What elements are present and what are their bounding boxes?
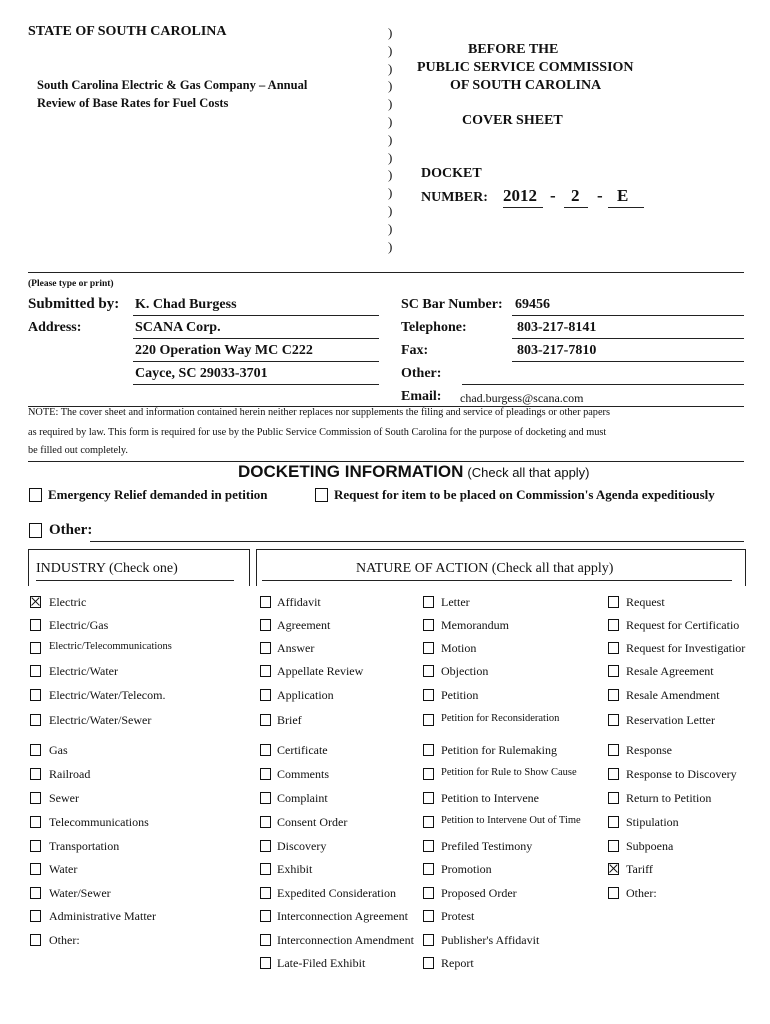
nature-option-checkbox[interactable] (608, 714, 619, 726)
nature-option-label: Interconnection Amendment (277, 933, 414, 947)
nature-option-checkbox[interactable] (423, 792, 434, 804)
nature-option-label: Stipulation (626, 815, 679, 829)
state-heading: STATE OF SOUTH CAROLINA (28, 24, 227, 39)
nature-option-label: Complaint (277, 791, 328, 805)
industry-header-underline (36, 580, 234, 581)
nature-option-label: Memorandum (441, 618, 509, 632)
nature-option-checkbox[interactable] (608, 792, 619, 804)
nature-option-checkbox[interactable] (260, 840, 271, 852)
address-line2: 220 Operation Way MC C222 (135, 343, 313, 358)
nature-option-checkbox[interactable] (608, 744, 619, 756)
fax-value: 803-217-7810 (517, 343, 597, 358)
industry-option-checkbox[interactable] (30, 714, 41, 726)
nature-option-checkbox[interactable] (608, 619, 619, 631)
nature-option-label: Request (626, 595, 665, 609)
industry-option-checkbox[interactable] (30, 768, 41, 780)
nature-option-label: Protest (441, 909, 475, 923)
before-line3: OF SOUTH CAROLINA (450, 78, 602, 93)
nature-option-label: Interconnection Agreement (277, 909, 408, 923)
submitted-by-label: Submitted by: (28, 296, 120, 312)
docketing-other-checkbox[interactable] (29, 523, 42, 538)
nature-option-label: Certificate (277, 743, 328, 757)
agenda-label: Request for item to be placed on Commission's Agenda expeditiously (334, 487, 715, 502)
caption-paren: ) (388, 203, 393, 218)
docket-dash1: - (550, 186, 556, 205)
nature-option-label: Affidavit (277, 595, 321, 609)
nature-option-checkbox[interactable] (423, 689, 434, 701)
nature-option-label: Return to Petition (626, 791, 712, 805)
field-underline (133, 384, 379, 385)
nature-option-label: Petition for Reconsideration (441, 713, 560, 724)
nature-option-checkbox[interactable] (260, 768, 271, 780)
emergency-checkbox[interactable] (29, 488, 42, 502)
nature-option-checkbox[interactable] (423, 714, 434, 726)
industry-option-label: Water (49, 862, 78, 876)
emergency-label: Emergency Relief demanded in petition (48, 487, 268, 502)
industry-option-label: Electric/Water/Sewer (49, 713, 152, 727)
nature-option-checkbox[interactable] (608, 768, 619, 780)
nature-option-label: Request for Certificatio (626, 618, 740, 632)
nature-option-label: Prefiled Testimony (441, 839, 533, 853)
nature-option-label: Letter (441, 595, 470, 609)
industry-option-checkbox[interactable] (30, 792, 41, 804)
nature-option-checkbox[interactable] (260, 665, 271, 677)
industry-option-checkbox[interactable] (30, 840, 41, 852)
caption-paren: ) (388, 185, 393, 201)
field-underline (133, 361, 379, 362)
nature-option-checkbox[interactable] (608, 863, 619, 875)
before-line2: PUBLIC SERVICE COMMISSION (417, 60, 634, 75)
industry-option-checkbox[interactable] (30, 910, 41, 922)
caption-paren: ) (388, 149, 393, 165)
nature-option-label: Report (441, 956, 474, 970)
caption-paren: ) (388, 25, 393, 40)
caption-divider (28, 272, 744, 273)
nature-option-label: Petition (441, 688, 479, 702)
nature-option-checkbox[interactable] (423, 863, 434, 875)
nature-option-label: Petition to Intervene Out of Time (441, 815, 581, 826)
industry-option-checkbox[interactable] (30, 689, 41, 701)
industry-header: INDUSTRY (Check one) (36, 561, 178, 576)
nature-option-label: Comments (277, 767, 330, 781)
field-underline (512, 315, 744, 316)
nature-option-checkbox[interactable] (608, 816, 619, 828)
industry-option-label: Electric/Telecommunications (49, 641, 172, 652)
case-title-line2: Review of Base Rates for Fuel Costs (37, 96, 229, 110)
docketing-other-label: Other: (49, 522, 93, 538)
nature-option-checkbox[interactable] (260, 596, 271, 608)
nature-option-label: Tariff (626, 862, 653, 876)
nature-option-checkbox[interactable] (423, 934, 434, 946)
nature-option-checkbox[interactable] (608, 596, 619, 608)
nature-option-label: Response (626, 743, 672, 757)
docket-year: 2012 (503, 186, 537, 205)
nature-option-checkbox[interactable] (423, 768, 434, 780)
docket-underline (503, 207, 543, 208)
nature-option-label: Agreement (277, 618, 331, 632)
nature-option-checkbox[interactable] (260, 934, 271, 946)
nature-option-label: Motion (441, 641, 477, 655)
nature-option-label: Discovery (277, 839, 327, 853)
nature-option-label: Late-Filed Exhibit (277, 956, 366, 970)
email-value: chad.burgess@scana.com (460, 391, 584, 405)
caption-paren: ) (388, 114, 393, 129)
nature-option-checkbox[interactable] (260, 714, 271, 726)
caption-paren: ) (388, 131, 393, 147)
nature-option-label: Petition for Rulemaking (441, 743, 557, 757)
caption-paren: ) (388, 60, 393, 76)
nature-option-label: Petition for Rule to Show Cause (441, 767, 577, 778)
nature-option-label: Brief (277, 713, 302, 727)
nature-option-checkbox[interactable] (423, 665, 434, 677)
industry-option-label: Electric/Gas (49, 618, 109, 632)
nature-option-checkbox[interactable] (423, 619, 434, 631)
nature-option-checkbox[interactable] (260, 689, 271, 701)
field-underline (133, 338, 379, 339)
other-contact-label: Other: (401, 366, 442, 381)
industry-option-checkbox[interactable] (30, 887, 41, 899)
nature-option-checkbox[interactable] (608, 665, 619, 677)
nature-option-label: Objection (441, 664, 489, 678)
docket-underline (608, 207, 644, 208)
nature-header-underline (262, 580, 732, 581)
nature-option-label: Request for Investigatior (626, 641, 746, 655)
nature-option-checkbox[interactable] (260, 957, 271, 969)
nature-option-label: Reservation Letter (626, 713, 715, 727)
nature-option-checkbox[interactable] (608, 689, 619, 701)
field-underline (462, 384, 744, 385)
industry-option-label: Transportation (49, 839, 120, 853)
nature-option-checkbox[interactable] (423, 642, 434, 654)
note-line2: as required by law. This form is required for use by the Public Service Commission of South Carolina for the purpose of docketing and must (28, 427, 607, 438)
industry-option-label: Electric/Water (49, 664, 118, 678)
nature-option-checkbox[interactable] (260, 910, 271, 922)
nature-option-label: Subpoena (626, 839, 674, 853)
nature-option-checkbox[interactable] (608, 642, 619, 654)
nature-option-label: Response to Discovery (626, 767, 737, 781)
industry-option-label: Sewer (49, 791, 79, 805)
industry-option-checkbox[interactable] (30, 863, 41, 875)
caption-paren: ) (388, 238, 393, 254)
industry-option-label: Gas (49, 743, 68, 757)
industry-option-label: Electric/Water/Telecom. (49, 688, 166, 702)
nature-option-checkbox[interactable] (608, 840, 619, 852)
fax-label: Fax: (401, 343, 429, 358)
nature-option-label: Other: (626, 886, 657, 900)
nature-option-label: Consent Order (277, 815, 348, 829)
industry-option-label: Other: (49, 933, 80, 947)
telephone-label: Telephone: (401, 320, 467, 335)
industry-option-checkbox[interactable] (30, 744, 41, 756)
nature-option-checkbox[interactable] (260, 619, 271, 631)
please-type-note: (Please type or print) (28, 279, 114, 289)
docket-seq: 2 (571, 186, 580, 205)
docketing-subtitle: (Check all that apply) (467, 465, 590, 480)
nature-option-label: Appellate Review (277, 664, 364, 678)
field-underline (512, 361, 744, 362)
industry-option-checkbox[interactable] (30, 665, 41, 677)
nature-option-checkbox[interactable] (260, 642, 271, 654)
docketing-heading (238, 462, 590, 482)
nature-option-checkbox[interactable] (423, 910, 434, 922)
nature-option-checkbox[interactable] (423, 840, 434, 852)
industry-option-checkbox[interactable] (30, 934, 41, 946)
nature-option-checkbox[interactable] (423, 816, 434, 828)
nature-option-checkbox[interactable] (260, 887, 271, 899)
docket-type: E (617, 186, 629, 205)
nature-option-label: Resale Amendment (626, 688, 720, 702)
nature-option-checkbox[interactable] (423, 957, 434, 969)
docket-label: DOCKET (421, 166, 482, 181)
note-line3: be filled out completely. (28, 445, 128, 456)
nature-option-label: Petition to Intervene (441, 791, 539, 805)
industry-option-label: Telecommunications (49, 815, 149, 829)
cover-sheet-title: COVER SHEET (462, 113, 563, 128)
other-underline (90, 541, 744, 542)
nature-option-label: Promotion (441, 862, 492, 876)
caption-paren: ) (388, 78, 393, 94)
agenda-checkbox[interactable] (315, 488, 328, 502)
nature-option-label: Answer (277, 641, 315, 655)
docket-dash2: - (597, 186, 603, 205)
caption-paren: ) (388, 42, 393, 58)
field-underline (133, 315, 379, 316)
email-label: Email: (401, 389, 442, 404)
caption-paren: ) (388, 220, 393, 236)
telephone-value: 803-217-8141 (517, 320, 597, 335)
nature-option-checkbox[interactable] (260, 863, 271, 875)
nature-option-label: Application (277, 688, 334, 702)
nature-option-label: Publisher's Affidavit (441, 933, 540, 947)
nature-option-checkbox[interactable] (423, 596, 434, 608)
nature-option-label: Exhibit (277, 862, 313, 876)
nature-option-label: Proposed Order (441, 886, 517, 900)
nature-option-label: Expedited Consideration (277, 886, 396, 900)
address-line3: Cayce, SC 29033-3701 (135, 366, 268, 381)
nature-option-label: Resale Agreement (626, 664, 714, 678)
before-line1: BEFORE THE (468, 42, 559, 57)
industry-option-checkbox[interactable] (30, 596, 41, 608)
industry-option-checkbox[interactable] (30, 619, 41, 631)
docket-underline (564, 207, 588, 208)
bar-number-label: SC Bar Number: (401, 297, 503, 312)
industry-option-checkbox[interactable] (30, 816, 41, 828)
industry-option-checkbox[interactable] (30, 642, 41, 654)
nature-option-checkbox[interactable] (260, 816, 271, 828)
field-underline (512, 338, 744, 339)
submitter-name: K. Chad Burgess (135, 297, 237, 312)
industry-option-label: Railroad (49, 767, 91, 781)
docketing-title: DOCKETING INFORMATION (238, 462, 464, 481)
nature-option-checkbox[interactable] (260, 744, 271, 756)
caption-paren: ) (388, 167, 393, 183)
industry-option-label: Electric (49, 595, 87, 609)
nature-option-checkbox[interactable] (423, 744, 434, 756)
nature-option-checkbox[interactable] (608, 887, 619, 899)
nature-option-checkbox[interactable] (423, 887, 434, 899)
caption-paren: ) (388, 96, 393, 112)
note-line1: NOTE: The cover sheet and information contained herein neither replaces nor supplements the filing and service of pleadings or other papers (28, 407, 610, 418)
industry-option-label: Administrative Matter (49, 909, 156, 923)
nature-header: NATURE OF ACTION (Check all that apply) (356, 561, 614, 576)
address-label: Address: (28, 320, 82, 335)
docket-number-label: NUMBER: (421, 190, 488, 205)
bar-number: 69456 (515, 297, 550, 312)
case-title-line1: South Carolina Electric & Gas Company – Annual (37, 78, 308, 92)
address-line1: SCANA Corp. (135, 320, 221, 335)
nature-option-checkbox[interactable] (260, 792, 271, 804)
industry-option-label: Water/Sewer (49, 886, 111, 900)
